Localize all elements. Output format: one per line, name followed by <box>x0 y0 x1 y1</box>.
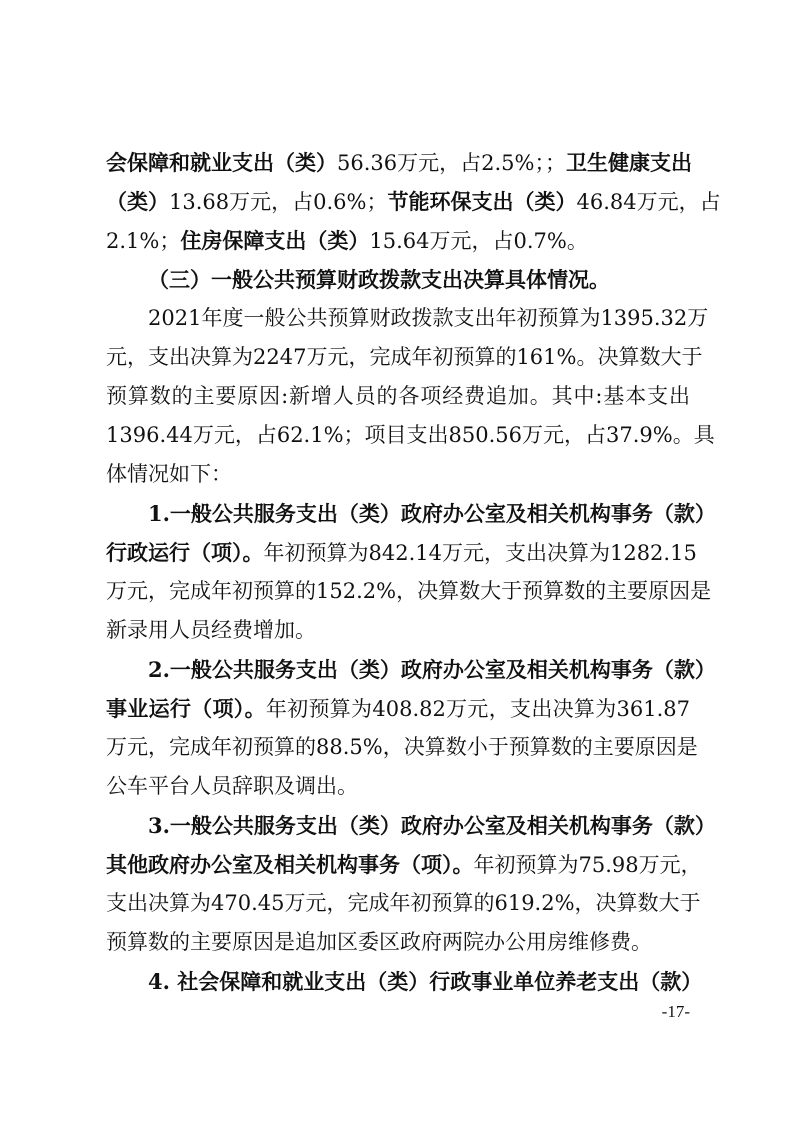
body-text: 13.68万元，占0.6%； <box>169 190 388 214</box>
paragraph-line: 支出决算为470.45万元，完成年初预算的619.2%，决算数大于 <box>106 891 701 915</box>
paragraph-line: 1396.44万元，占62.1%；项目支出850.56万元，占37.9%。具 <box>106 423 715 447</box>
item-heading: 1.一般公共服务支出（类）政府办公室及相关机构事务（款） <box>148 501 716 526</box>
body-text: 年初预算为75.98万元， <box>473 853 702 877</box>
body-text: 15.64万元，占0.7%。 <box>369 229 588 253</box>
bold-text: （类） <box>106 189 169 214</box>
body-text: 56.36万元，占2.5%；； <box>337 151 566 175</box>
item-heading: 2.一般公共服务支出（类）政府办公室及相关机构事务（款） <box>148 657 716 682</box>
paragraph-line <box>106 189 721 214</box>
bold-text: 其他政府办公室及相关机构事务（项）。 <box>106 852 474 877</box>
page-number: -17- <box>661 1002 690 1021</box>
paragraph-line <box>106 152 690 174</box>
bold-text: 行政运行（项）。 <box>106 540 264 565</box>
paragraph-line <box>106 540 697 565</box>
paragraph-line: 新录用人员经费增加。 <box>106 618 316 642</box>
paragraph-line: 预算数的主要原因是追加区委区政府两院办公用房维修费。 <box>106 930 652 954</box>
bold-text: 住房保障支出（类） <box>180 228 370 253</box>
bold-text: 节能环保支出（类） <box>387 189 577 214</box>
bold-text: 会保障和就业支出（类） <box>106 150 337 175</box>
bold-text: 卫生健康支出 <box>565 150 692 175</box>
paragraph-line <box>106 698 690 720</box>
item-heading: 3.一般公共服务支出（类）政府办公室及相关机构事务（款） <box>148 813 716 838</box>
body-text: 年初预算为408.82万元，支出决算为361.87 <box>265 697 690 721</box>
paragraph-line: 2021年度一般公共预算财政拨款支出年初预算为1395.32万 <box>148 306 709 330</box>
paragraph-line <box>106 852 702 877</box>
body-text: 2.1%； <box>106 229 181 253</box>
paragraph-line: 体情况如下： <box>106 462 232 486</box>
bold-text: 事业运行（项）。 <box>106 696 266 721</box>
paragraph-line: 公车平台人员辞职及调出。 <box>106 774 358 798</box>
body-text: 46.84万元，占 <box>576 190 721 214</box>
body-text: 年初预算为842.14万元，支出决算为1282.15 <box>263 541 697 565</box>
section-heading: （三）一般公共预算财政拨款支出决算具体情况。 <box>148 267 610 292</box>
paragraph-line <box>106 230 690 252</box>
paragraph-line: 万元，完成年初预算的152.2%，决算数大于预算数的主要原因是 <box>106 579 712 603</box>
paragraph-line: 预算数的主要原因:新增人员的各项经费追加。其中:基本支出 <box>106 384 690 408</box>
item-heading: 4. 社会保障和就业支出（类）行政事业单位养老支出（款） <box>148 969 703 994</box>
paragraph-line: 元，支出决算为2247万元，完成年初预算的161%。决算数大于 <box>106 345 703 369</box>
paragraph-line: 万元，完成年初预算的88.5%，决算数小于预算数的主要原因是 <box>106 735 698 759</box>
